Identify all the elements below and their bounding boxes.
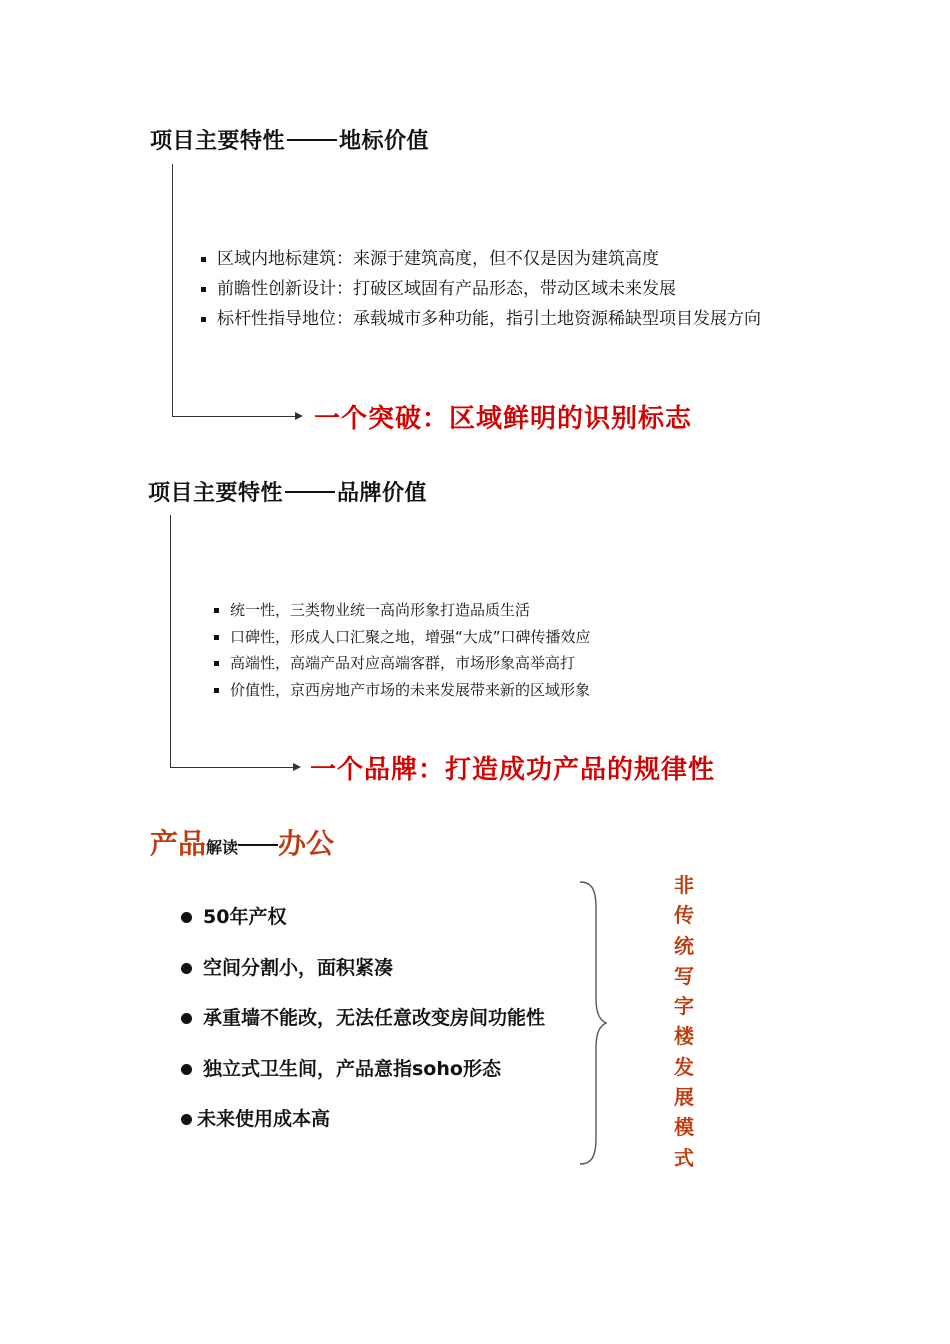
list-item: 前瞻性创新设计：打破区域固有产品形态，带动区域未来发展 [201,274,761,304]
list-item: 区域内地标建筑：来源于建筑高度，但不仅是因为建筑高度 [201,244,761,274]
section2-title-sub: 品牌价值 [337,481,428,506]
section2-callout: 一个品牌：打造成功产品的规律性 [310,755,716,785]
list-item: 承重墙不能改，无法任意改变房间功能性 [181,1003,545,1054]
title-dash [287,139,337,141]
section1-callout: 一个突破：区域鲜明的识别标志 [314,404,693,434]
section3-title-main: 产品 [150,827,207,860]
side-vertical-text: 非传统写字楼发展模式 [674,873,694,1170]
list-item: 50年产权 [181,902,545,953]
section3-title-sub: 办公 [278,827,335,860]
list-item: 口碑性，形成人口汇聚之地，增强“大成”口碑传播效应 [214,624,591,651]
list-item: 空间分割小，面积紧凑 [181,953,545,1004]
connector-vertical-line [170,515,171,767]
section3-heading [150,822,334,862]
section1-heading [150,124,429,155]
list-item: 标杆性指导地位：承载城市多种功能，指引土地资源稀缺型项目发展方向 [201,304,761,334]
section2-title-main: 项目主要特性 [148,481,284,506]
section3-bullet-list [181,902,545,1155]
section1-bullet-list [201,244,761,334]
title-dash [285,491,335,493]
right-brace-icon [576,880,612,1166]
connector-horizontal-line [170,767,294,768]
arrow-right-icon [295,412,303,420]
section2-bullet-list [214,597,591,703]
section1-title-sub: 地标价值 [339,129,430,154]
list-item: 高端性，高端产品对应高端客群，市场形象高举高打 [214,650,591,677]
title-dash [238,844,278,846]
list-item: 独立式卫生间，产品意指soho形态 [181,1054,545,1105]
arrow-right-icon [293,763,301,771]
list-item: 未来使用成本高 [181,1104,545,1155]
section1-title-main: 项目主要特性 [150,129,286,154]
list-item: 价值性，京西房地产市场的未来发展带来新的区域形象 [214,677,591,704]
connector-horizontal-line [172,416,296,417]
section3-title-small: 解读 [206,838,239,857]
list-item: 统一性，三类物业统一高尚形象打造品质生活 [214,597,591,624]
connector-vertical-line [172,164,173,416]
section2-heading [148,476,427,507]
